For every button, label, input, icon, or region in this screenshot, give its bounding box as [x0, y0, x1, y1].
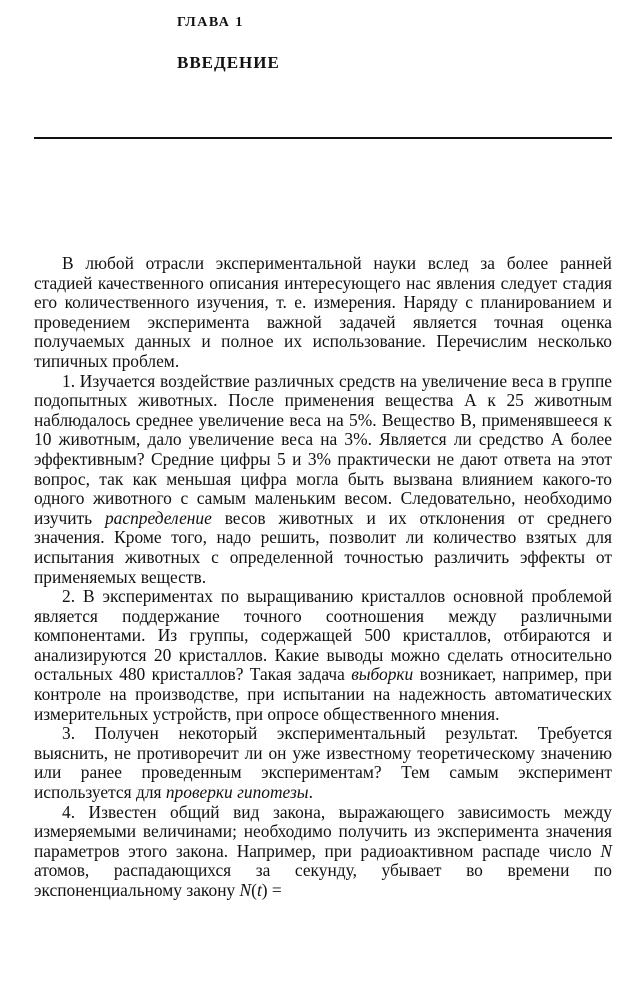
text-run: . — [308, 782, 313, 803]
text-run: 1. Изучается воздействие различных средств на увеличение веса в группе подопытных животных. После применения вещества А к 25 животным наблюдалось среднее увеличение веса на 5%. Вещество В, применявшееся к 10 животным, дало увеличение веса на 3%. Является ли средство А более эффективным? Средние цифры 5 и 3% практически не дают ответа на этот вопрос, так как меньшая цифра могла быть вызвана влиянием какого-то одного животного с самым маленьким весом. Следовательно, необходимо изучить — [34, 370, 612, 528]
header-rule — [34, 137, 612, 139]
text-run: ) = — [261, 880, 282, 900]
text-run: ( — [251, 880, 257, 900]
text-run: весов животных и их отклонения от среднего значения. Кроме того, надо решить, позволит ли количество взятых для испытания животных с определенной точностью различить эффекты от применяемых веществ. — [34, 507, 612, 587]
math-symbol: N — [600, 840, 612, 861]
math-symbol: N — [239, 880, 252, 900]
paragraph-item-2 — [34, 587, 612, 724]
text-run: 4. Известен общий вид закона, выражающего зависимость между измеряемыми величинами; необходимо получить из эксперимента значения параметров этого закона. Например, при радиоактивном распаде число — [34, 801, 612, 861]
paragraph-item-4 — [34, 803, 612, 901]
text-run: возникает, например, при контроле на производстве, при испытании на надежность автоматических измерительных устройств, при опросе общественного мнения. — [34, 664, 612, 724]
chapter-label: ГЛАВА 1 — [177, 15, 244, 30]
text-run: 2. В экспериментах по выращиванию кристаллов основной проблемой является поддержание точного соотношения между различными компонентами. Из группы, содержащей 500 кристаллов, отбираются и анализируются 20 кристаллов. Какие выводы можно сделать относительно остальных 480 кристаллов? Такая задача — [34, 586, 612, 685]
emphasis-term: выборки — [351, 664, 414, 685]
text-run: В любой отрасли экспериментальной науки вслед за более ранней стадией качественного описания интересующего нас явления следует стадия его количественного изучения, т. е. измерения. Наряду с планированием и проведением эксперимента важной задачей является точная оценка получаемых данных и полное их использование. Перечислим несколько типичных проблем. — [34, 253, 612, 371]
paragraph-intro — [34, 254, 612, 372]
text-run: 3. Получен некоторый экспериментальный результат. Требуется выяснить, не противоречит ли он уже известному теоретическому значению или ранее проведенным экспериментам? Тем самым эксперимент используется для — [34, 723, 612, 803]
emphasis-term: проверки гипотезы — [165, 782, 309, 803]
emphasis-term: распределение — [104, 507, 212, 528]
math-symbol: t — [256, 880, 262, 900]
text-run: атомов, распадающихся за секунду, убывает во времени по экспоненциальному закону — [34, 860, 612, 900]
paragraph-item-1 — [34, 372, 612, 588]
paragraph-item-3 — [34, 724, 612, 802]
chapter-title: ВВЕДЕНИЕ — [177, 53, 280, 72]
body-text — [34, 254, 612, 901]
